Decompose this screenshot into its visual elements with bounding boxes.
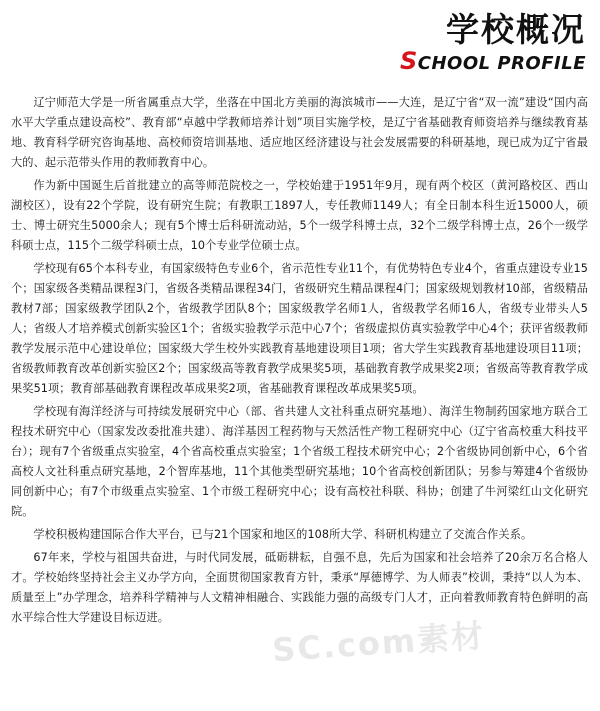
title-chinese: 学校概况 [446,10,586,49]
title-english-rest: CHOOL PROFILE [417,53,586,74]
paragraph-mission: 67年来，学校与祖国共奋进，与时代同发展，砥砺耕耘，自强不息，先后为国家和社会培养了20余万名合格人才。学校始终坚持社会主义办学方向，全面贯彻国家教育方针，秉承“厚德博学、为人师表”校训，秉持“以人为本、质量至上”办学理念，培养科学精神与人文精神相融合、实践能力强的高级专门人才，正向着教师教育特色鲜明的高水平综合性大学建设目标迈进。 [11,551,588,624]
page-header [400,10,586,75]
paragraph-research: 学校现有海洋经济与可持续发展研究中心（部、省共建人文社科重点研究基地）、海洋生物制药国家地方联合工程技术研究中心（国家发改委批准共建）、海洋基因工程药物与天然活性产物工程研究中心（辽宁省高校重大科技平台）；现有7个省级重点实验室，4个省高校重点实验室；1个省级工程技术研究中心；2个省级协同创新中心，6个省高校人文社科重点研究基地，2个智库基地，11个其他类型研究基地；10个省高校创新团队；另参与筹建4个省级协同创新中心；有7个市级重点实验室、1个市级工程研究中心；设有高校社科联、科协；创建了牛河梁红山文化研究院。 [11,405,588,518]
paragraph-history: 作为新中国诞生后首批建立的高等师范院校之一，学校始建于1951年9月，现有两个校区（黄河路校区、西山湖校区），设有22个学院，设有研究生院；有教职工1897人，专任教师1149人；有全日制本科生近15000人，硕士、博士研究生5000余人；现有5个博士后科研流动站，5个一级学科博士点，32个二级学科博士点，26个一级学科硕士点，115个二级学科硕士点，10个专业学位硕士点。 [11,179,588,252]
profile-body [11,93,588,631]
paragraph-international: 学校积极构建国际合作大平台，已与21个国家和地区的108所大学、科研机构建立了交流合作关系。 [33,528,533,541]
title-english [399,47,586,75]
watermark: SC.com素材 [271,616,487,670]
title-english-initial: S [399,47,418,75]
paragraph-teaching: 学校现有65个本科专业，有国家级特色专业6个，省示范性专业11个，有优势特色专业4个，省重点建设专业15个；国家级各类精品课程3门，省级各类精品课程34门，省级研究生精品课程4门；国家级规划教材10部，省级精品教材7部；国家级教学团队2个，省级教学团队8个；国家级教学名师1人，省级教学名师16人，省级专业带头人5人；省级人才培养模式创新实验区1个；省级实验教学示范中心7个；省级虚拟仿真实验教学中心4个；获评省级教师教学发展示范中心建设单位；国家级大学生校外实践教育基地建设项目1项；省大学生实践教育基地建设项目11项；省级教师教育改革创新实验区2个；国家级高等教育教学成果奖5项，基础教育教学成果奖2项；省级高等教育教学成果奖51项；教育部基础教育课程改革成果奖2项，省基础教育课程改革成果奖5项。 [11,262,588,395]
paragraph-intro: 辽宁师范大学是一所省属重点大学，坐落在中国北方美丽的海滨城市——大连，是辽宁省“双一流”建设“国内高水平大学重点建设高校”、教育部“卓越中学教师培养计划”项目实施学校，是辽宁省基础教育师资培养与继续教育基地、教育科学研究咨询基地、高校师资培训基地、适应地区经济建设与社会发展需要的科研基地，现已成为辽宁省最大的、起示范带头作用的教师教育中心。 [11,96,588,169]
